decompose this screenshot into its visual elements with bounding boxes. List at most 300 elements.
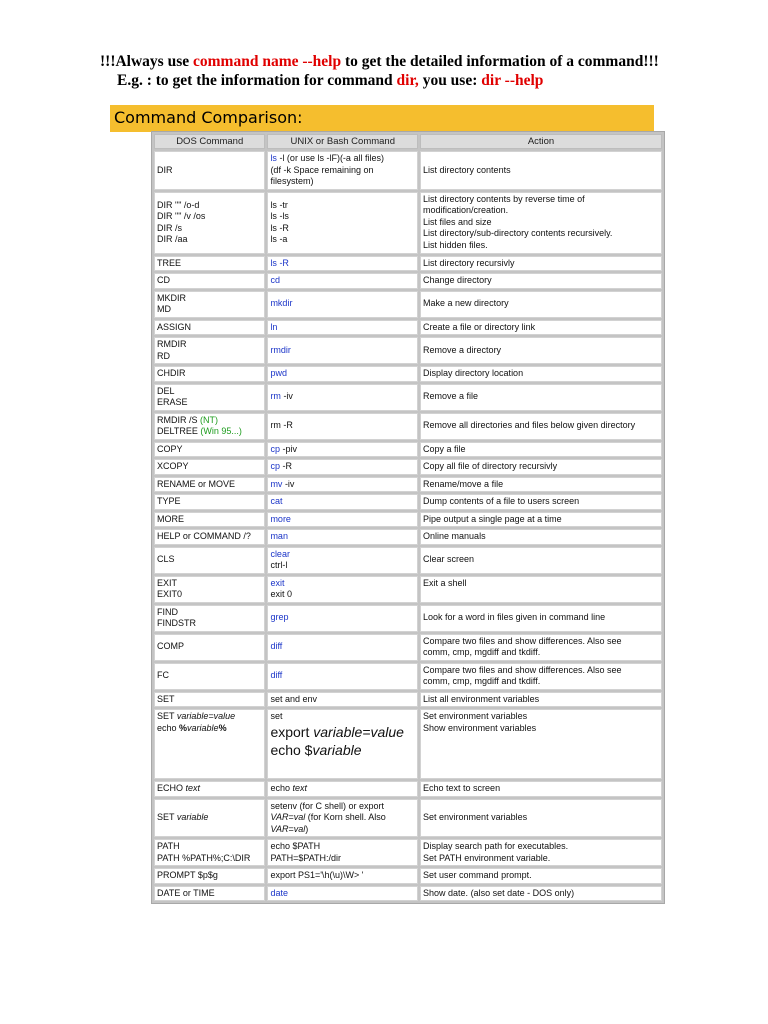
text-run: ls -a	[270, 234, 288, 244]
cell-line	[270, 345, 415, 357]
table-row	[154, 547, 662, 574]
cell-line	[423, 165, 659, 177]
text-run: Show date. (also set date - DOS only)	[423, 887, 575, 898]
table-row	[154, 781, 662, 797]
cell-line	[270, 641, 415, 653]
text-run: CLS	[157, 554, 175, 565]
text-run: Echo text to screen	[423, 783, 501, 793]
cell-line	[157, 694, 262, 706]
text-run: List directory/sub-directory contents recursively.	[423, 228, 613, 239]
unix-cell	[267, 337, 418, 364]
text-run: List directory recursivly	[423, 257, 515, 268]
text-run: exit 0	[270, 589, 292, 599]
action-cell	[420, 384, 662, 411]
cell-line	[423, 444, 659, 456]
text-run: List files and size	[423, 216, 492, 227]
table-row	[154, 366, 662, 382]
text-run: E.g. : to get the information for command	[117, 72, 397, 89]
text-run: Compare two files and show differences. Also see	[423, 664, 622, 675]
text-run: -l (or use ls -lF)(-a all files)	[276, 153, 384, 163]
unix-cell	[267, 512, 418, 528]
text-run: Rename/move a file	[423, 478, 504, 489]
cell-line	[157, 165, 262, 177]
table-row	[154, 799, 662, 838]
text-run: -R	[279, 461, 292, 471]
cell-line	[423, 531, 659, 543]
dos-cell	[154, 494, 265, 510]
cell-line	[270, 223, 415, 235]
text-run: RENAME or MOVE	[157, 478, 236, 489]
cell-line	[423, 322, 659, 334]
cell-line	[423, 783, 659, 795]
dos-cell	[154, 799, 265, 838]
cell-line	[270, 153, 415, 165]
dos-cell	[154, 273, 265, 289]
text-run: Dump contents of a file to users screen	[423, 496, 580, 506]
cell-line	[270, 711, 415, 723]
text-run: PATH=$PATH:/dir	[270, 852, 342, 863]
text-run: Set environment variables	[423, 812, 528, 822]
text-run: List hidden files.	[423, 239, 488, 250]
text-run: -piv	[279, 443, 297, 454]
cell-line	[270, 560, 415, 572]
table-row	[154, 291, 662, 318]
text-run: COMP	[157, 641, 184, 652]
text-run: DIR	[157, 164, 173, 175]
table-row	[154, 886, 662, 902]
cell-line	[423, 275, 659, 287]
text-run: echo $	[270, 741, 313, 758]
cell-line	[270, 801, 415, 813]
cell-line	[270, 176, 415, 188]
table-row	[154, 529, 662, 545]
text-run: SET	[157, 812, 177, 822]
text-run: RMDIR	[157, 339, 187, 349]
dos-cell	[154, 868, 265, 884]
text-run: (Win 95...)	[200, 426, 242, 436]
text-run: Look for a word in files given in command line	[423, 612, 606, 623]
unix-cell	[267, 799, 418, 838]
action-cell	[420, 256, 662, 272]
dos-cell	[154, 886, 265, 902]
cell-line	[157, 479, 262, 491]
section-banner	[110, 105, 654, 132]
help-tip-line-1	[100, 52, 659, 71]
text-run: COPY	[157, 443, 183, 454]
dos-cell	[154, 151, 265, 190]
cell-line	[270, 298, 415, 310]
dos-cell	[154, 366, 265, 382]
text-run: FIND	[157, 606, 178, 617]
cell-line	[270, 824, 415, 836]
cell-line	[157, 578, 262, 590]
cell-line	[270, 841, 415, 853]
text-run: ls -tr	[270, 199, 288, 210]
unix-cell	[267, 663, 418, 690]
text-run: command name	[193, 53, 299, 70]
text-run: mv	[270, 478, 283, 489]
text-run: Set environment variables	[423, 711, 528, 721]
cell-line	[270, 741, 415, 759]
cell-line	[157, 275, 262, 287]
unix-cell	[267, 459, 418, 475]
text-run: Make a new directory	[423, 298, 509, 309]
text-run: =	[288, 812, 294, 822]
cell-line	[423, 217, 659, 229]
cell-line	[157, 304, 262, 316]
cell-line	[270, 258, 415, 270]
table-row	[154, 459, 662, 475]
cell-line	[157, 723, 262, 735]
text-run: FC	[157, 670, 169, 681]
text-run: VAR	[270, 812, 289, 822]
unix-cell	[267, 442, 418, 458]
unix-cell	[267, 477, 418, 493]
text-run: Copy a file	[423, 443, 466, 454]
cell-line	[157, 812, 262, 824]
text-run: Display directory location	[423, 368, 524, 378]
text-run: HELP or COMMAND /?	[157, 531, 251, 541]
text-run: val	[293, 823, 306, 834]
dos-cell	[154, 477, 265, 493]
cell-line	[157, 397, 262, 409]
text-run: ERASE	[157, 397, 188, 407]
cell-line	[423, 612, 659, 624]
cell-line	[270, 670, 415, 682]
cell-line	[270, 853, 415, 865]
cell-line	[157, 339, 262, 351]
cell-line	[423, 870, 659, 882]
cell-line	[157, 888, 262, 900]
text-run: XCOPY	[157, 461, 189, 471]
cell-line	[423, 258, 659, 270]
text-run: Remove all directories and files below given directory	[423, 420, 636, 431]
cell-line	[157, 415, 262, 427]
text-run: Display search path for executables.	[423, 841, 569, 851]
text-run: rmdir	[270, 344, 291, 355]
cell-line	[157, 641, 262, 653]
unix-cell	[267, 273, 418, 289]
table-header-row	[154, 134, 662, 149]
text-run: MKDIR	[157, 292, 186, 303]
text-run: -iv	[282, 478, 295, 489]
cell-line	[270, 200, 415, 212]
dos-cell	[154, 576, 265, 603]
text-run: man	[270, 531, 288, 541]
text-run: grep	[270, 612, 289, 623]
cell-line	[157, 351, 262, 363]
text-run: Set user command prompt.	[423, 870, 532, 880]
action-cell	[420, 547, 662, 574]
text-run: variable	[312, 741, 362, 758]
unix-cell	[267, 529, 418, 545]
table-row	[154, 273, 662, 289]
table-row	[154, 839, 662, 866]
text-run: ln	[270, 321, 278, 332]
dos-cell	[154, 291, 265, 318]
text-run: comm, cmp, mgdiff and tkdiff.	[423, 647, 541, 657]
header-unix-command: UNIX or Bash Command	[267, 134, 418, 149]
cell-line	[423, 461, 659, 473]
action-cell	[420, 663, 662, 690]
cell-line	[270, 783, 415, 795]
text-run: Show environment variables	[423, 722, 537, 733]
cell-line	[270, 165, 415, 177]
cell-line	[270, 723, 415, 741]
text-run: ASSIGN	[157, 321, 192, 332]
action-cell	[420, 576, 662, 603]
text-run: variable	[187, 722, 219, 733]
text-run: DIR /s	[157, 222, 183, 233]
cell-line	[423, 554, 659, 566]
text-run: Change directory	[423, 275, 492, 285]
action-cell	[420, 529, 662, 545]
text-run: comm, cmp, mgdiff and tkdiff.	[423, 676, 541, 686]
cell-line	[157, 386, 262, 398]
action-cell	[420, 605, 662, 632]
cell-line	[270, 589, 415, 601]
text-run: diff	[270, 670, 283, 681]
text-run: --help	[298, 53, 342, 70]
cell-line	[423, 194, 659, 206]
action-cell	[420, 337, 662, 364]
text-run: EXIT	[157, 577, 178, 588]
table-row	[154, 634, 662, 661]
cell-line	[157, 607, 262, 619]
text-run: dir,	[396, 72, 419, 89]
cell-line	[157, 200, 262, 212]
cell-line	[270, 496, 415, 508]
cell-line	[270, 870, 415, 882]
text-run: MD	[157, 304, 171, 314]
cell-line	[157, 870, 262, 882]
cell-line	[270, 549, 415, 561]
action-cell	[420, 709, 662, 779]
cell-line	[423, 694, 659, 706]
cell-line	[423, 345, 659, 357]
text-run: echo $PATH	[270, 841, 321, 851]
text-run: filesystem)	[270, 176, 314, 186]
table-row	[154, 692, 662, 708]
text-run: SET	[157, 693, 175, 704]
action-cell	[420, 634, 662, 661]
text-run: cp	[270, 461, 280, 471]
cell-line	[423, 298, 659, 310]
unix-cell	[267, 692, 418, 708]
text-run: export	[270, 723, 314, 740]
dos-cell	[154, 839, 265, 866]
unix-cell	[267, 868, 418, 884]
text-run: set	[270, 711, 283, 721]
cell-line	[423, 888, 659, 900]
text-run: dir --help	[481, 72, 544, 89]
cell-line	[270, 391, 415, 403]
action-cell	[420, 413, 662, 440]
unix-cell	[267, 384, 418, 411]
section-title: Command Comparison:	[114, 108, 303, 127]
text-run: text	[185, 783, 201, 793]
text-run: text	[292, 783, 307, 793]
text-run: date	[270, 887, 288, 898]
cell-line	[270, 694, 415, 706]
cell-line	[157, 234, 262, 246]
table-row	[154, 442, 662, 458]
text-run: Create a file or directory link	[423, 321, 536, 332]
text-run: Remove a file	[423, 391, 479, 402]
dos-cell	[154, 459, 265, 475]
cell-line	[423, 636, 659, 648]
action-cell	[420, 886, 662, 902]
text-run: MORE	[157, 513, 184, 524]
cell-line	[270, 322, 415, 334]
action-cell	[420, 692, 662, 708]
cell-line	[157, 841, 262, 853]
help-tip-line-2	[100, 71, 659, 90]
action-cell	[420, 781, 662, 797]
text-run: pwd	[270, 368, 287, 378]
header-action: Action	[420, 134, 662, 149]
text-run: (NT)	[200, 414, 219, 425]
unix-cell	[267, 634, 418, 661]
cell-line	[270, 812, 415, 824]
text-run: FINDSTR	[157, 618, 196, 628]
text-run: Compare two files and show differences. Also see	[423, 635, 622, 646]
text-run: Pipe output a single page at a time	[423, 513, 562, 524]
dos-cell	[154, 605, 265, 632]
action-cell	[420, 494, 662, 510]
cell-line	[157, 783, 262, 795]
dos-cell	[154, 634, 265, 661]
help-tip	[100, 52, 659, 90]
cell-line	[157, 368, 262, 380]
cell-line	[423, 723, 659, 735]
table-row	[154, 494, 662, 510]
text-run: DIR /aa	[157, 234, 188, 244]
unix-cell	[267, 151, 418, 190]
unix-cell	[267, 839, 418, 866]
text-run: variable=value	[313, 723, 404, 740]
action-cell	[420, 273, 662, 289]
action-cell	[420, 868, 662, 884]
cell-line	[157, 670, 262, 682]
action-cell	[420, 291, 662, 318]
cell-line	[423, 665, 659, 677]
text-run: Copy all file of directory recursivly	[423, 461, 558, 471]
action-cell	[420, 151, 662, 190]
text-run: you use:	[418, 72, 482, 89]
text-run: modification/creation.	[423, 205, 509, 216]
header-dos-command: DOS Command	[154, 134, 265, 149]
dos-cell	[154, 781, 265, 797]
action-cell	[420, 512, 662, 528]
text-run: !!!Always use	[100, 53, 193, 70]
text-run: mkdir	[270, 298, 293, 309]
cell-line	[157, 589, 262, 601]
text-run: List directory contents by reverse time of	[423, 193, 585, 204]
unix-cell	[267, 256, 418, 272]
text-run: Online manuals	[423, 531, 486, 541]
text-run: clear	[270, 548, 290, 559]
cell-line	[423, 514, 659, 526]
cell-line	[270, 531, 415, 543]
cell-line	[423, 205, 659, 217]
text-run: %	[218, 722, 227, 733]
cell-line	[270, 211, 415, 223]
text-run: TYPE	[157, 496, 181, 506]
cell-line	[157, 461, 262, 473]
action-cell	[420, 459, 662, 475]
text-run: Exit a shell	[423, 577, 467, 588]
text-run: )	[305, 823, 309, 834]
dos-cell	[154, 192, 265, 254]
dos-cell	[154, 442, 265, 458]
text-run: more	[270, 513, 291, 524]
table-row	[154, 512, 662, 528]
cell-line	[423, 853, 659, 865]
text-run: VAR	[270, 823, 289, 834]
cell-line	[157, 293, 262, 305]
action-cell	[420, 320, 662, 336]
text-run: export PS1='\h(\u)\W> '	[270, 870, 364, 880]
text-run: ls -R	[270, 222, 289, 233]
unix-cell	[267, 413, 418, 440]
dos-cell	[154, 663, 265, 690]
unix-cell	[267, 291, 418, 318]
action-cell	[420, 192, 662, 254]
text-run: DATE or TIME	[157, 887, 215, 898]
cell-line	[270, 479, 415, 491]
cell-line	[423, 496, 659, 508]
text-run: ls	[270, 153, 277, 163]
cell-line	[423, 479, 659, 491]
cell-line	[423, 711, 659, 723]
text-run: Set PATH environment variable.	[423, 852, 551, 863]
cell-line	[270, 578, 415, 590]
cell-line	[270, 514, 415, 526]
text-run: cp	[270, 443, 280, 454]
action-cell	[420, 477, 662, 493]
cell-line	[423, 420, 659, 432]
text-run: cd	[270, 275, 280, 285]
text-run: TREE	[157, 257, 182, 268]
text-run: DEL	[157, 385, 175, 396]
text-run: RD	[157, 350, 170, 361]
cell-line	[157, 853, 262, 865]
dos-cell	[154, 692, 265, 708]
cell-line	[157, 618, 262, 630]
text-run: variable	[176, 812, 209, 822]
cell-line	[270, 234, 415, 246]
unix-cell	[267, 547, 418, 574]
text-run: rm -R	[270, 420, 293, 431]
text-run: (df -k Space remaining on	[270, 164, 374, 175]
cell-line	[423, 228, 659, 240]
text-run: variable=value	[176, 711, 236, 721]
text-run: PATH	[157, 841, 180, 851]
cell-line	[157, 496, 262, 508]
command-comparison-table	[151, 131, 665, 904]
text-run: diff	[270, 641, 283, 652]
dos-cell	[154, 512, 265, 528]
text-run: ctrl-l	[270, 560, 288, 570]
table-row	[154, 413, 662, 440]
text-run: ls -R	[270, 257, 289, 268]
text-run: -iv	[280, 391, 293, 402]
text-run: DELTREE	[157, 426, 201, 436]
text-run: List all environment variables	[423, 693, 540, 704]
text-run: echo	[270, 783, 293, 793]
text-run: PATH %PATH%;C:\DIR	[157, 852, 251, 863]
